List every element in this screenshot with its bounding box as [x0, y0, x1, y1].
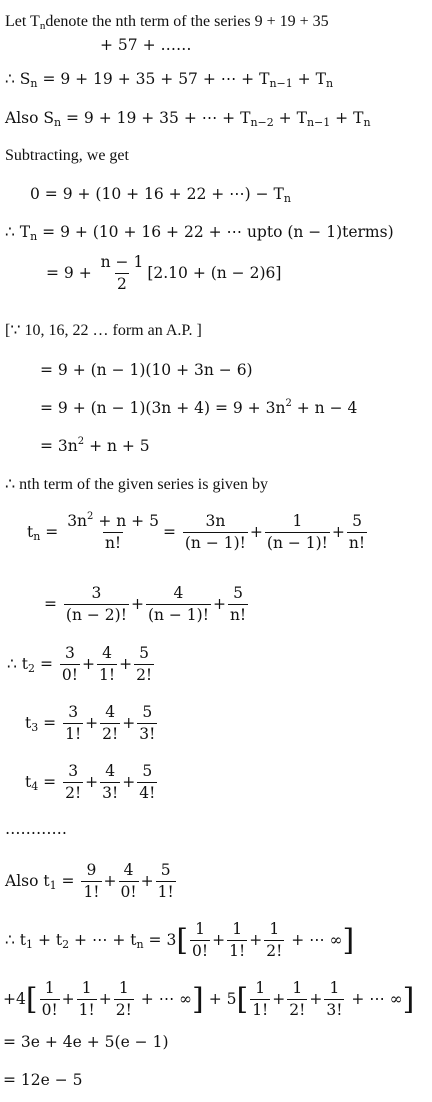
denominator: 2! [266, 941, 283, 960]
fraction [146, 585, 211, 625]
numerator: 5 [142, 762, 153, 780]
denominator: (n − 1)! [184, 533, 246, 552]
expr: ∴ S [5, 70, 31, 88]
expr: = 9 + (n − 1)(3n + 4) = 9 + 3n [40, 399, 286, 417]
fraction [40, 980, 60, 1020]
subscript: n−1 [306, 116, 331, 129]
denominator: 4! [139, 783, 156, 802]
intro-line-1 [5, 11, 329, 33]
denominator: 1! [83, 882, 100, 901]
expr: = 3n [40, 437, 78, 455]
t1-line: Also $t_1$ = $\frac{9}{1!}$ + $\frac{4}{0!}$ + $\frac{5}{1!}$ [5, 861, 174, 901]
subscript: n [53, 116, 62, 129]
denominator: 3! [102, 783, 119, 802]
numerator: 4 [102, 644, 112, 662]
denominator: n! [229, 605, 247, 624]
expr: = [40, 522, 59, 541]
sn-line-1 [5, 68, 333, 90]
numerator: 4 [105, 762, 116, 780]
t3-line: $t_3$ = $\frac{3}{1!}$ + $\frac{4}{2!}$ + $\frac{5}{3!}$ [25, 703, 156, 743]
subscript: 2 [62, 937, 70, 951]
subscript: 1 [26, 937, 34, 951]
numerator: 4 [123, 861, 134, 879]
numerator: 1 [195, 920, 206, 938]
expr: ∴ t [5, 930, 27, 949]
numerator: 1 [292, 979, 303, 997]
expr: + n + 5 [93, 512, 159, 530]
expr: Also t [5, 871, 50, 890]
subtracting-text: Subtracting, we get [5, 147, 129, 164]
left-bracket: [ [176, 922, 189, 958]
fraction [100, 763, 120, 803]
subscript: n [39, 20, 46, 32]
expr: + T [273, 109, 307, 127]
fraction [60, 645, 80, 685]
fraction [65, 513, 161, 553]
denominator: 0! [41, 1000, 58, 1019]
expr: + n − 4 [291, 399, 358, 417]
denominator: 0! [120, 882, 137, 901]
sum-line-1: ∴ $t_1 + t_2$ + ⋯ + $t_n = 3$[ $\frac{1}{0!}$ + $\frac{1}{1!}$ + $\frac{1}{2!}$ + ⋯ ∞] [5, 920, 355, 960]
numerator: 5 [142, 703, 153, 721]
expr: + ⋯ ∞ [135, 989, 193, 1008]
expr: +4 [3, 989, 26, 1008]
denominator: (n − 1)! [266, 533, 328, 552]
expr: + n + 5 [84, 437, 150, 455]
numerator: 1 [232, 920, 243, 938]
numerator: 1 [255, 979, 266, 997]
zero-line [30, 183, 291, 205]
numerator: 3 [68, 762, 79, 780]
denominator: (n − 1)! [147, 605, 209, 624]
intro-text: Let T [5, 13, 40, 30]
ap-note: [∵ 10, 16, 22 … form an A.P. ] [5, 322, 202, 339]
subscript: 1 [49, 878, 57, 892]
intro-line-2 [100, 34, 191, 56]
intro-text: denote the nth term of the series 9 + 19 + 35 [45, 13, 329, 30]
fraction [250, 980, 270, 1020]
subscript: n−2 [250, 116, 274, 129]
superscript: 2 [87, 511, 94, 522]
fraction [77, 980, 97, 1020]
subscript: 4 [31, 779, 39, 793]
subscript: n [136, 937, 144, 951]
right-bracket: ] [192, 981, 204, 1017]
numerator: 1 [329, 979, 340, 997]
expr: + T [292, 70, 326, 88]
expr: = 9 + (10 + 16 + 22 + ⋯ upto (n − 1)terms) [37, 223, 394, 241]
expr: = 3 [143, 930, 177, 949]
nth-term-text: ∴ nth term of the given series is given by [5, 476, 269, 493]
expr: [2.10 + (n − 2)6] [147, 263, 282, 282]
numerator: 5 [233, 584, 243, 602]
fraction [137, 763, 157, 803]
numerator: 4 [173, 584, 184, 602]
fraction [114, 980, 134, 1020]
t2-line: ∴ $t_2$ = $\frac{3}{0!}$ + $\frac{4}{1!}$ + $\frac{5}{2!}$ [7, 644, 153, 684]
subscript: n [30, 230, 38, 243]
superscript: 2 [285, 398, 292, 409]
expr: + ⋯ ∞ [286, 930, 343, 949]
denominator: 1! [157, 882, 174, 901]
sn-line-2 [5, 107, 371, 129]
subscript: n [33, 529, 41, 543]
numerator: 4 [105, 703, 116, 721]
denominator: 2! [289, 1000, 306, 1019]
tn-line-1 [5, 221, 394, 243]
denominator: 1! [65, 724, 82, 743]
denominator: 1! [98, 665, 116, 684]
fraction [287, 980, 307, 1020]
expr: t [25, 772, 32, 791]
fraction [156, 862, 176, 902]
denominator: 0! [61, 665, 78, 684]
subscript: 2 [28, 661, 36, 675]
numerator: 9 [86, 861, 97, 879]
expr: t [25, 713, 32, 732]
numerator: 3 [91, 584, 102, 602]
subscript: n−1 [269, 77, 293, 90]
subscript: n [363, 116, 371, 129]
expr: = 9 + 19 + 35 + ⋯ + T [61, 109, 251, 127]
fraction [190, 921, 210, 961]
numerator [65, 513, 161, 532]
numerator: n − 1 [100, 253, 144, 271]
fraction [119, 862, 139, 902]
result-1: = 3e + 4e + 5(e − 1) [3, 1033, 169, 1051]
numerator: 1 [81, 979, 92, 997]
numerator: 3n [205, 512, 226, 530]
subscript: n [325, 77, 334, 90]
denominator: n! [348, 533, 366, 552]
denominator: 1! [229, 941, 246, 960]
numerator: 5 [160, 861, 171, 879]
expr: = 9 + [46, 263, 92, 282]
tn-equation: $t_n$ = $\frac{3n^2 + n + 5}{n!}$ = $\frac{3n}{(n - 1)!}$ + $\frac{1}{(n - 1)!}$ + $\frac{5}{n!}$ [27, 511, 366, 552]
tn-equation-2: = $\frac{3}{(n - 2)!}$ + $\frac{4}{(n - 1)!}$ + $\frac{5}{n!}$ [44, 584, 247, 624]
expr: ∴ t [7, 654, 29, 673]
expr: + T [330, 109, 364, 127]
result-2: = 12e − 5 [3, 1071, 83, 1089]
subscript: n [30, 77, 38, 90]
fraction [63, 763, 83, 803]
expr: + ⋯ + t [69, 930, 137, 949]
numerator: 1 [269, 920, 280, 938]
denominator: 2 [117, 274, 127, 293]
right-bracket: ] [402, 981, 415, 1017]
right-bracket: ] [342, 922, 355, 958]
fraction [64, 585, 129, 625]
expr: + ⋯ ∞ [346, 989, 403, 1008]
expr: Also S [5, 109, 54, 127]
denominator: 2! [65, 783, 82, 802]
expr: + 5 [203, 989, 237, 1008]
left-bracket: [ [25, 981, 38, 1017]
step-4 [40, 397, 357, 419]
subscript: n [283, 192, 291, 205]
fraction [265, 513, 330, 553]
expr: ∴ T [5, 223, 31, 241]
subscript: 3 [31, 720, 39, 734]
numerator: 5 [352, 512, 362, 530]
denominator: 3! [326, 1000, 343, 1019]
denominator: (n − 2)! [65, 605, 127, 624]
numerator: 3 [64, 644, 75, 662]
fraction [134, 645, 154, 685]
fraction [63, 704, 83, 744]
denominator: 2! [102, 724, 119, 743]
step-5 [40, 435, 150, 457]
step-3: = 9 + (n − 1)(10 + 3n − 6) [40, 361, 253, 379]
fraction [324, 980, 344, 1020]
denominator: 3! [139, 724, 156, 743]
superscript: 2 [77, 436, 85, 447]
sum-line-2: +4[ $\frac{1}{0!}$ + $\frac{1}{1!}$ + $\frac{1}{2!}$ + ⋯ ∞] + 5[ $\frac{1}{1!}$ + $\frac{1}{2!}$ + $\frac{1}{3!}$ + ⋯ ∞] [3, 979, 415, 1019]
numerator: 5 [139, 644, 150, 662]
denominator: 1! [252, 1000, 269, 1019]
intro-continuation: + 57 + …… [100, 36, 192, 54]
fraction [183, 513, 248, 553]
fraction [100, 704, 120, 744]
fraction [228, 585, 248, 625]
expr: 3n [67, 512, 88, 530]
fraction [264, 921, 284, 961]
numerator: 1 [292, 512, 303, 530]
t4-line: $t_4$ = $\frac{3}{2!}$ + $\frac{4}{3!}$ + $\frac{5}{4!}$ [25, 762, 156, 802]
fraction [137, 704, 157, 744]
expr: 0 = 9 + (10 + 16 + 22 + ⋯) − T [30, 185, 284, 203]
numerator: 1 [44, 979, 55, 997]
denominator: 2! [136, 665, 153, 684]
denominator: 2! [115, 1000, 132, 1019]
tn-line-2 [46, 254, 281, 294]
fraction [227, 921, 247, 961]
fraction [99, 254, 146, 294]
expr: t [27, 522, 34, 541]
fraction [81, 862, 101, 902]
expr: + t [33, 930, 63, 949]
left-bracket: [ [236, 981, 249, 1017]
numerator: 1 [118, 979, 129, 997]
fraction [347, 513, 367, 553]
expr: = 9 + 19 + 35 + 57 + ⋯ + T [37, 70, 270, 88]
numerator: 3 [68, 703, 79, 721]
ellipsis-line: ………… [5, 820, 67, 838]
denominator: 0! [192, 941, 209, 960]
fraction [97, 645, 117, 685]
denominator: 1! [78, 1000, 95, 1019]
denominator: n! [104, 533, 122, 552]
